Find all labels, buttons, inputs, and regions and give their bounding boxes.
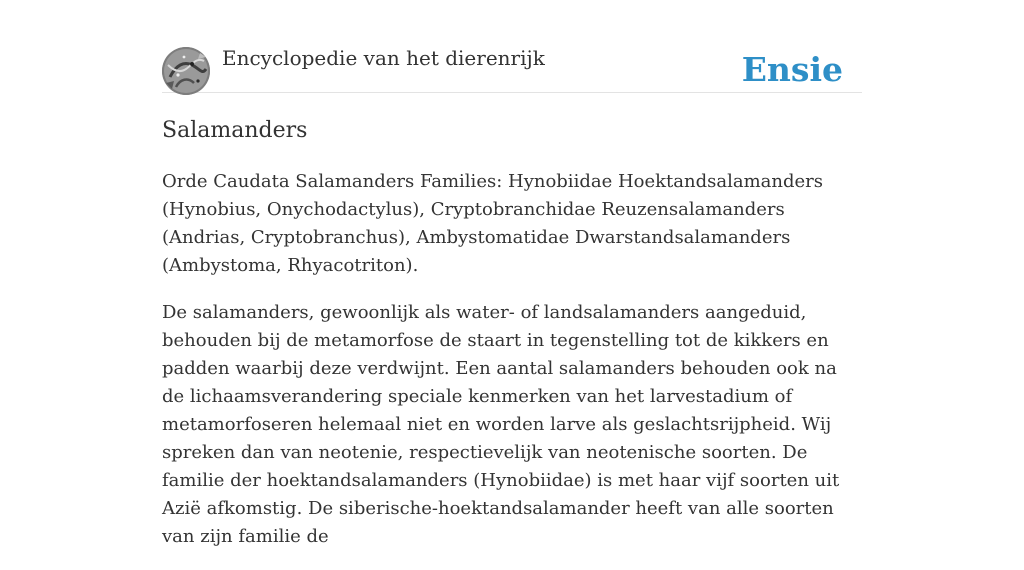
- article-body: [162, 168, 862, 570]
- header: [162, 0, 862, 93]
- avatar-illustration: [162, 47, 210, 95]
- brand-logo[interactable]: Ensie: [741, 50, 843, 89]
- page: [162, 0, 862, 547]
- source-title[interactable]: Encyclopedie van het dierenrijk: [222, 46, 545, 70]
- article-paragraph: Orde Caudata Salamanders Families: Hynobiidae Hoektandsalamanders (Hynobius, Onychodactylus), Cryptobranchidae Reuzensalamanders (Andrias, Cryptobranchus), Ambystomatidae Dwarstandsalamanders (Ambystoma, Rhyacotriton).: [162, 171, 823, 276]
- salamander-avatar-icon[interactable]: [162, 47, 210, 95]
- article-title: Salamanders: [162, 118, 308, 143]
- article-paragraph: De salamanders, gewoonlijk als water- of landsalamanders aangeduid, behouden bij de metamorfose de staart in tegenstelling tot de kikkers en padden waarbij deze verdwijnt. Een aantal salamanders behouden ook na de lichaamsverandering speciale kenmerken van het larvestadium of metamorfoseren helemaal niet en worden larve als geslachtsrijpheid. Wij spreken dan van neotenie, respectievelijk van neotenische soorten. De familie der hoektandsalamanders (Hynobiidae) is met haar vijf soorten uit Azië afkomstig. De siberische-hoektandsalamander heeft van alle soorten van zijn familie de: [162, 302, 840, 547]
